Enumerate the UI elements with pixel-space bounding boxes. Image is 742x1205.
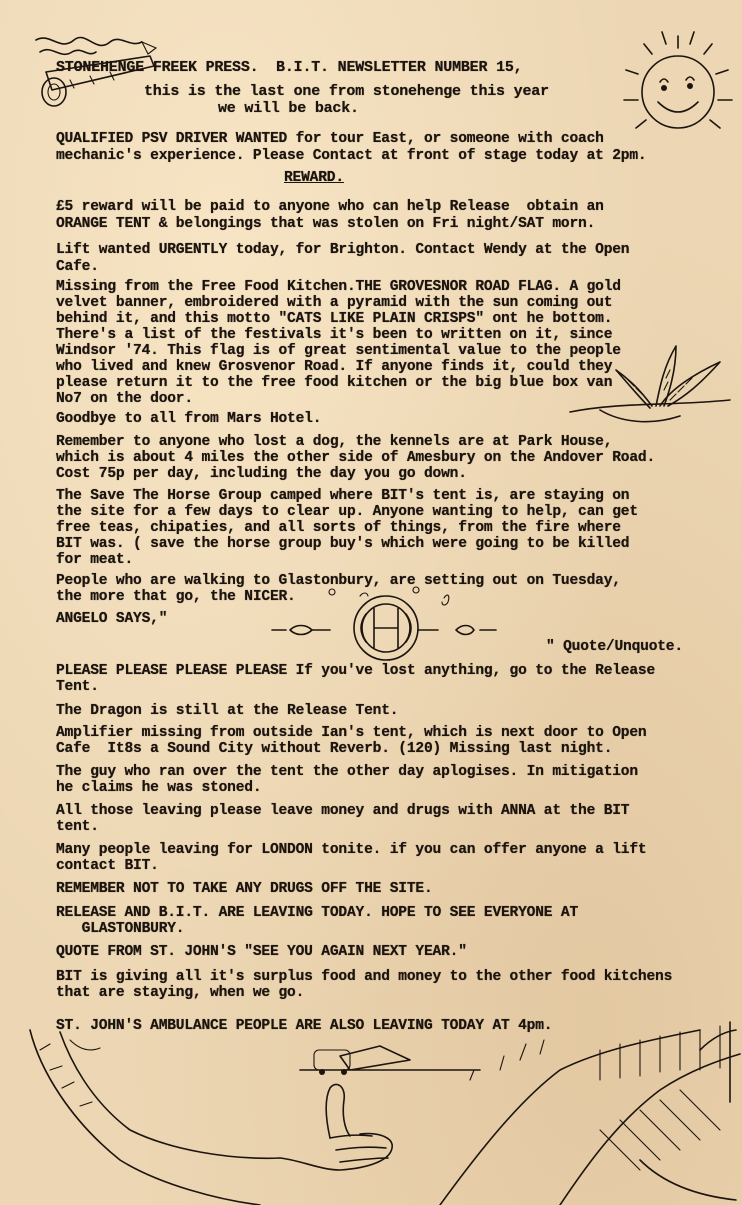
- flag-notice-3: behind it, and this motto "CATS LIKE PLAIN CRISPS" ont he bottom.: [56, 311, 613, 327]
- horse-notice-2: the site for a few days to clear up. Anyone wanting to help, can get: [56, 504, 638, 520]
- amplifier-notice-1: Amplifier missing from outside Ian's tent, which is next door to Open: [56, 725, 647, 741]
- apology-notice-1: The guy who ran over the tent the other day aplogises. In mitigation: [56, 764, 638, 780]
- drugs-warning: REMEMBER NOT TO TAKE ANY DRUGS OFF THE SITE.: [56, 881, 433, 897]
- psv-driver-notice-2: mechanic's experience. Please Contact at front of stage today at 2pm.: [56, 148, 647, 164]
- newsletter-subtitle: this is the last one from stonehenge this year: [144, 83, 549, 100]
- flag-notice-7: please return it to the free food kitchen or the big blue box van: [56, 375, 613, 391]
- anna-notice-1: All those leaving please leave money and drugs with ANNA at the BIT: [56, 803, 630, 819]
- st-johns-quote: QUOTE FROM ST. JOHN'S "SEE YOU AGAIN NEXT YEAR.": [56, 944, 467, 960]
- peace-symbol-drawing-icon: [270, 586, 500, 666]
- flag-notice-2: velvet banner, embroidered with a pyramid with the sun coming out: [56, 295, 613, 311]
- horse-notice-4: BIT was. ( save the horse group buy's which were going to be killed: [56, 536, 630, 552]
- newsletter-title: STONEHENGE FREEK PRESS. B.I.T. NEWSLETTER NUMBER 15,: [56, 59, 523, 76]
- dragon-notice: The Dragon is still at the Release Tent.: [56, 703, 399, 719]
- angelo-says: ANGELO SAYS,": [56, 611, 168, 627]
- flag-notice-4: There's a list of the festivals it's been to written on it, since: [56, 327, 613, 343]
- glastonbury-notice-2: the more that go, the NICER.: [56, 589, 296, 605]
- london-notice-2: contact BIT.: [56, 858, 159, 874]
- glastonbury-notice-1: People who are walking to Glastonbury, are setting out on Tuesday,: [56, 573, 621, 589]
- anna-notice-2: tent.: [56, 819, 99, 835]
- flag-notice-1: Missing from the Free Food Kitchen.THE GROVESNOR ROAD FLAG. A gold: [56, 279, 621, 295]
- hitchhiker-thumb-road-drawing-icon: [0, 1010, 742, 1205]
- smiling-sun-drawing-icon: [608, 30, 738, 145]
- quote-unquote: " Quote/Unquote.: [546, 639, 683, 655]
- lift-notice: Lift wanted URGENTLY today, for Brighton. Contact Wendy at the Open: [56, 242, 630, 258]
- horse-notice-3: free teas, chipaties, and all sorts of things, from the fire where: [56, 520, 621, 536]
- flag-notice-5: Windsor '74. This flag is of great sentimental value to the people: [56, 343, 621, 359]
- release-leaving-2: GLASTONBURY.: [56, 921, 185, 937]
- reward-notice: £5 reward will be paid to anyone who can help Release obtain an: [56, 199, 604, 215]
- newsletter-subtitle-2: we will be back.: [218, 100, 359, 117]
- lost-property-notice-2: Tent.: [56, 679, 99, 695]
- dog-notice-3: Cost 75p per day, including the day you go down.: [56, 466, 467, 482]
- flag-notice-8: No7 on the door.: [56, 391, 193, 407]
- mars-hotel-notice: Goodbye to all from Mars Hotel.: [56, 411, 322, 427]
- london-notice-1: Many people leaving for LONDON tonite. if you can offer anyone a lift: [56, 842, 647, 858]
- horse-notice-5: for meat.: [56, 552, 134, 568]
- reward-notice-2: ORANGE TENT & belongings that was stolen on Fri night/SAT morn.: [56, 216, 596, 232]
- cannabis-leaf-drawing-icon: [560, 340, 740, 435]
- surplus-food-notice-1: BIT is giving all it's surplus food and money to the other food kitchens: [56, 969, 673, 985]
- psv-driver-notice: QUALIFIED PSV DRIVER WANTED for tour East, or someone with coach: [56, 131, 604, 147]
- dog-notice-2: which is about 4 miles the other side of Amesbury on the Andover Road.: [56, 450, 656, 466]
- horse-notice-1: The Save The Horse Group camped where BIT's tent is, are staying on: [56, 488, 630, 504]
- reward-heading: REWARD.: [284, 170, 344, 186]
- apology-notice-2: he claims he was stoned.: [56, 780, 262, 796]
- amplifier-notice-2: Cafe It8s a Sound City without Reverb. (120) Missing last night.: [56, 741, 613, 757]
- surplus-food-notice-2: that are staying, when we go.: [56, 985, 305, 1001]
- lift-notice-2: Cafe.: [56, 259, 99, 275]
- flag-notice-6: who lived and knew Grosvenor Road. If anyone finds it, could they: [56, 359, 613, 375]
- lost-property-notice-1: PLEASE PLEASE PLEASE PLEASE If you've lost anything, go to the Release: [56, 663, 656, 679]
- dog-notice-1: Remember to anyone who lost a dog, the kennels are at Park House,: [56, 434, 613, 450]
- release-leaving-1: RELEASE AND B.I.T. ARE LEAVING TODAY. HOPE TO SEE EVERYONE AT: [56, 905, 579, 921]
- ambulance-notice: ST. JOHN'S AMBULANCE PEOPLE ARE ALSO LEAVING TODAY AT 4pm.: [56, 1018, 553, 1034]
